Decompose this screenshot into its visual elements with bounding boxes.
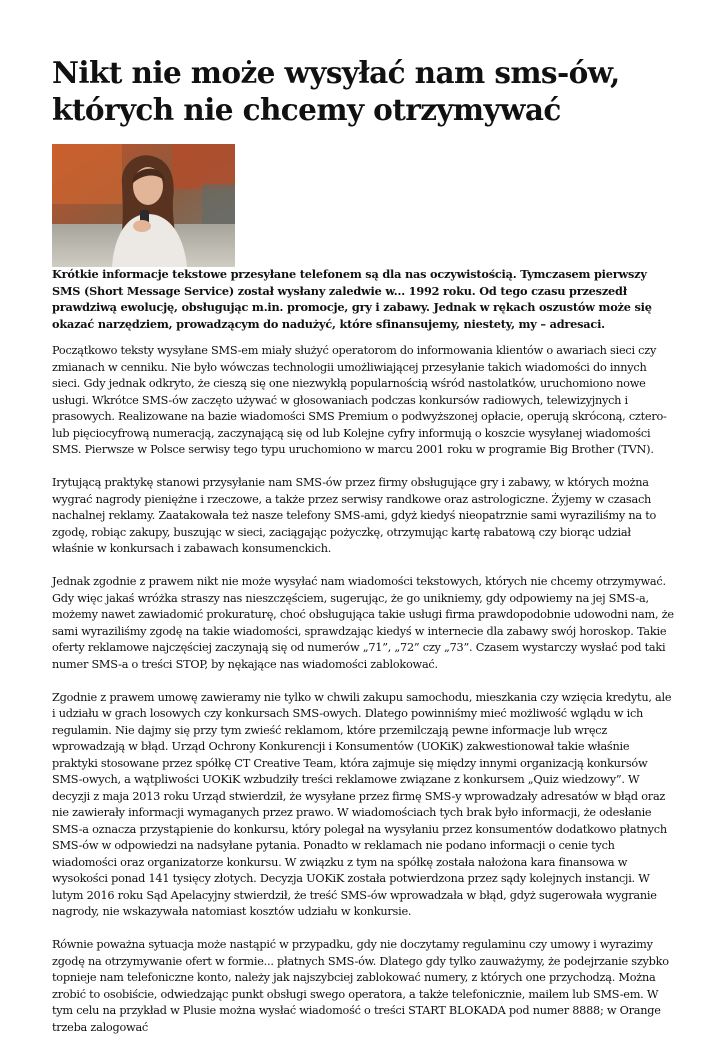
paragraph: Początkowo teksty wysyłane SMS-em miały służyć operatorom do informowania klientów o awariach sieci czy zmianach w cenniku. Nie było wówczas technologii umożliwiającej przesyłanie takich wiadomości do innych sieci. Gdy jednak odkryto, że cieszą się one niezwykłą popularnością wśród nastolatków, uruchomiono nowe usługi. Wkrótce SMS-ów zaczęto używać w głosowaniach podczas konkursów radiowych, telewizyjnych i prasowych. Realizowane na bazie wiadomości SMS Premium o podwyższonej opłacie, operują skróconą, cztero- lub pięciocyfrową numeracją, zaczynającą się od lub Kolejne cyfry informują o koszcie wysyłanej wiadomości SMS. Pierwsze w Polsce serwisy tego typu uruchomiono w marcu 2001 roku w programie Big Brother (TVN).	[52, 344, 667, 456]
article-photo	[52, 144, 235, 267]
article-title: Nikt nie może wysyłać nam sms-ów, których nie chcemy otrzymywać	[52, 55, 620, 127]
paragraph: Zgodnie z prawem umowę zawieramy nie tylko w chwili zakupu samochodu, mieszkania czy wzięcia kredytu, ale i udziału w grach losowych czy konkursach SMS-owych. Dlatego powinniśmy mieć możliwość wglądu w ich regulamin. Nie dajmy się przy tym zwieść reklamom, które przemilczają pewne informacje lub wręcz wprowadzają w błąd. Urząd Ochrony Konkurencji i Konsumentów (UOKiK) zakwestionował takie właśnie praktyki stosowane przez spółkę CT Creative Team, która zajmuje się między innymi organizacją konkursów SMS-owych, a wątpliwości UOKiK wzbudziły treści reklamowe związane z konkursem „Quiz wiedzowy”. W decyzji z maja 2013 roku Urząd stwierdził, że wysyłane przez firmę SMS-y wprowadzały adresatów w błąd oraz nie zawierały informacji wymaganych przez prawo. W wiadomościach tych brak było informacji, że odesłanie SMS-a oznacza przystąpienie do konkursu, który polegał na wysyłaniu przez konsumentów dodatkowo płatnych SMS-ów w odpowiedzi na nadsyłane pytania. Ponadto w reklamach nie podano informacji o cenie tych wiadomości oraz organizatorze konkursu. W związku z tym na spółkę została nałożona kara finansowa w wysokości ponad 141 tysięcy złotych. Decyzja UOKiK została potwierdzona przez sądy kolejnych instancji. W lutym 2016 roku Sąd Apelacyjny stwierdził, że treść SMS-ów wprowadzała w błąd, gdyż sugerowała wygranie nagrody, nie wskazywała natomiast kosztów udziału w konkursie.	[52, 690, 672, 918]
paragraph: Irytującą praktykę stanowi przysyłanie nam SMS-ów przez firmy obsługujące gry i zabawy, w których można wygrać nagrody pieniężne i rzeczowe, a także przez serwisy randkowe oraz astrologiczne. Żyjemy w czasach nachalnej reklamy. Zaatakowała też nasze telefony SMS-ami, gdyż kiedyś nieopatrznie sami wyraziliśmy na to zgodę, robiąc zakupy, buszując w sieci, zaciągając pożyczkę, otrzymując kartę rabatową czy biorąc udział właśnie w konkursach i zabawach konsumenckich.	[52, 476, 657, 555]
paragraph: Jednak zgodnie z prawem nikt nie może wysyłać nam wiadomości tekstowych, których nie chcemy otrzymywać. Gdy więc jakaś wróżka straszy nas nieszczęściem, sugerując, że go unikniemy, gdy odpowiemy na jej SMS-a, możemy nawet zawiadomić prokuraturę, choć obsługująca takie usługi firma prawdopodobnie udowodni nam, że sami wyraziliśmy zgodę na takie wiadomości, sprawdzając kiedyś w internecie dla zabawy swój horoskop. Takie oferty reklamowe najczęściej zaczynają się od numerów „71”, „72” czy „73”. Czasem wystarczy wysłać pod taki numer SMS-a o treści STOP, by nękające nas wiadomości zablokować.	[52, 575, 674, 671]
paragraph: Równie poważna sytuacja może nastąpić w przypadku, gdy nie doczytamy regulaminu czy umowy i wyrazimy zgodę na otrzymywanie ofert w formie... płatnych SMS-ów. Dlatego gdy tylko zauważymy, że podejrzanie szybko topnieje nam telefoniczne konto, należy jak najszybciej zablokować numery, z których one przychodzą. Można zrobić to osobiście, odwiedzając punkt obsługi swego operatora, a także telefonicznie, mailem lub SMS-em. W tym celu na przykład w Plusie można wysłać wiadomość o treści START BLOKADA pod numer 8888; w Orange trzeba zalogować	[52, 938, 669, 1034]
article-lead: Krótkie informacje tekstowe przesyłane telefonem są dla nas oczywistością. Tymczasem pierwszy SMS (Short Message Service) został wysłany zaledwie w... 1992 roku. Od tego czasu przeszedł prawdziwą ewolucję, obsługując m.in. promocje, gry i zabawy. Jednak w rękach oszustów może się okazać narzędziem, prowadzącym do nadużyć, które sfinansujemy, niestety, my – adresaci.	[52, 267, 652, 331]
article-body	[52, 343, 674, 1053]
